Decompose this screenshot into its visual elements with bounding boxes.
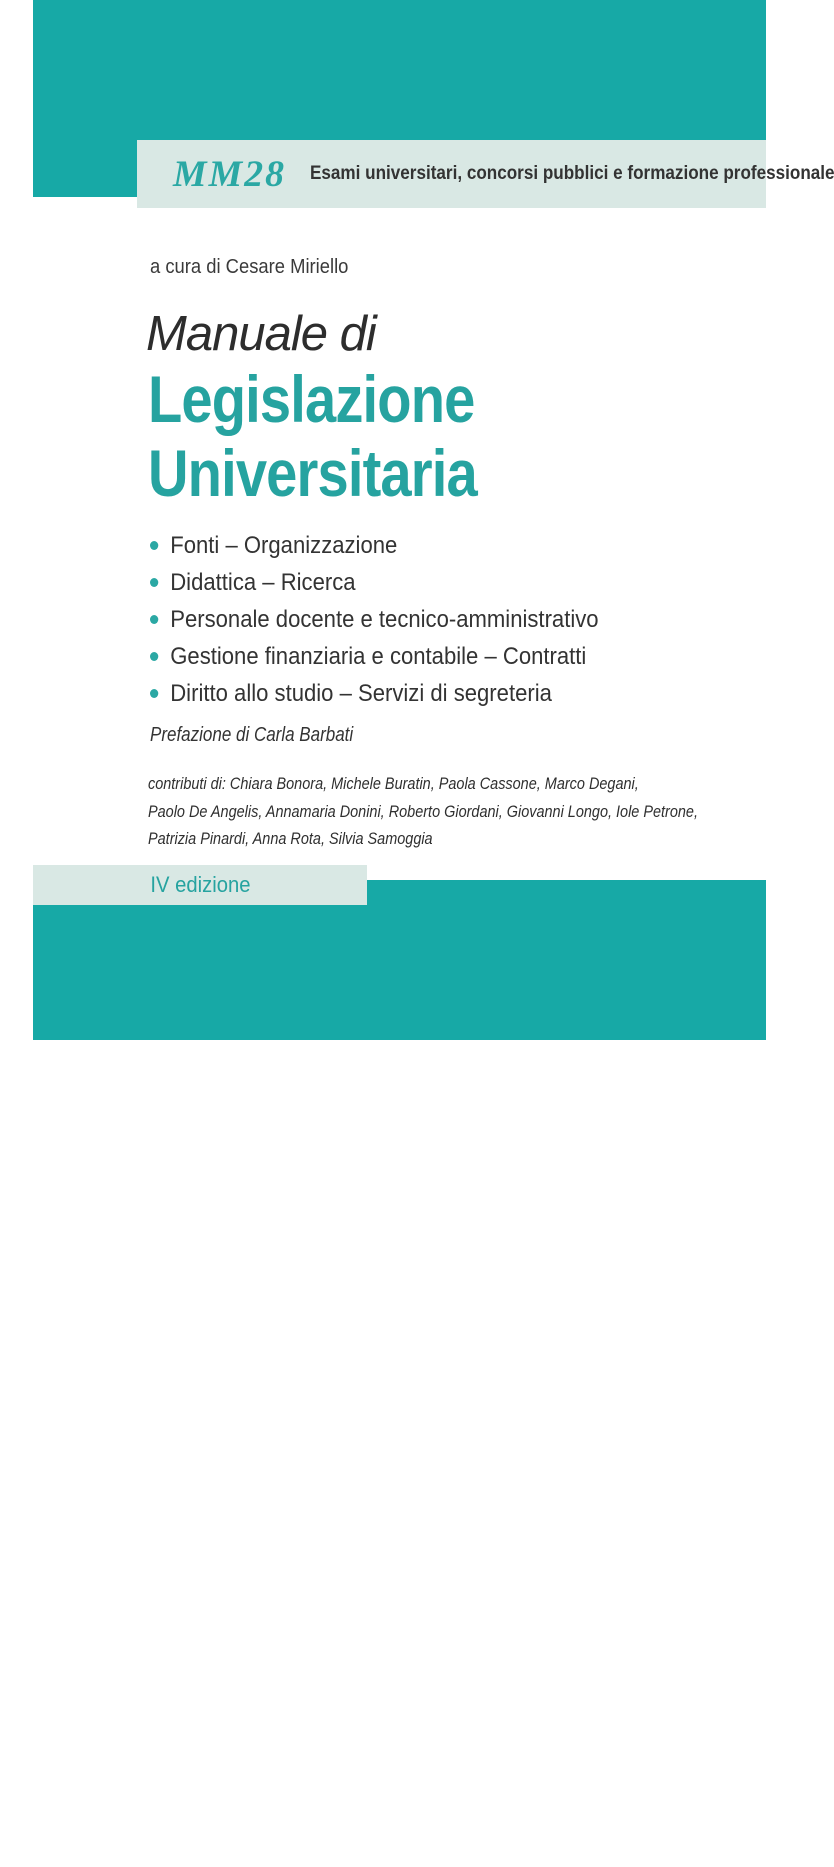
maggioli-logo-icon xyxy=(661,1796,761,1830)
topic-item xyxy=(150,675,599,712)
topic-item xyxy=(150,527,599,564)
bullet-icon xyxy=(150,578,158,587)
header-teal-bar xyxy=(33,0,766,140)
topic-list xyxy=(150,527,599,712)
logo-m-bars xyxy=(676,1796,710,1830)
bullet-icon xyxy=(150,689,158,698)
bullet-icon xyxy=(150,652,158,661)
book-title-line2: Universitaria xyxy=(148,436,477,510)
topic-item xyxy=(150,601,599,638)
bullet-icon xyxy=(150,541,158,550)
series-code: MM28 xyxy=(173,153,287,195)
contributors-block xyxy=(148,770,698,853)
book-title-line1: Legislazione xyxy=(148,362,475,436)
editor-line: a cura di Cesare Miriello xyxy=(150,256,349,278)
edition-label: IV edizione xyxy=(149,872,251,897)
topic-item xyxy=(150,564,599,601)
publisher-name-line2: EDITORE xyxy=(674,1850,748,1866)
topic-label: Personale docente e tecnico-amministrativo xyxy=(170,605,599,633)
contributors-line: Patrizia Pinardi, Anna Rota, Silvia Samoggia xyxy=(148,829,433,848)
title-prefix: Manuale di xyxy=(146,307,376,361)
contributors-line: contributi di: Chiara Bonora, Michele Buratin, Paola Cassone, Marco Degani, xyxy=(148,774,639,793)
series-tagline: Esami universitari, concorsi pubblici e formazione professionale xyxy=(309,163,834,184)
topic-label: Diritto allo studio – Servizi di segreteria xyxy=(170,679,552,707)
topic-label: Gestione finanziaria e contabile – Contratti xyxy=(170,642,587,670)
contributors-line: Paolo De Angelis, Annamaria Donini, Roberto Giordani, Giovanni Longo, Iole Petrone, xyxy=(148,801,698,821)
header-left-tab xyxy=(33,140,137,197)
publisher-name-line1: MAGGIOLI xyxy=(668,1833,754,1849)
book-title xyxy=(148,362,477,510)
preface-line: Prefazione di Carla Barbati xyxy=(150,724,354,746)
topic-label: Didattica – Ricerca xyxy=(170,568,356,596)
series-band xyxy=(137,140,834,208)
topic-item xyxy=(150,638,599,675)
edition-badge xyxy=(33,865,367,905)
topic-label: Fonti – Organizzazione xyxy=(170,531,398,559)
bullet-icon xyxy=(150,615,158,624)
logo-e-bars xyxy=(714,1796,747,1830)
publisher-logo xyxy=(661,1796,761,1867)
